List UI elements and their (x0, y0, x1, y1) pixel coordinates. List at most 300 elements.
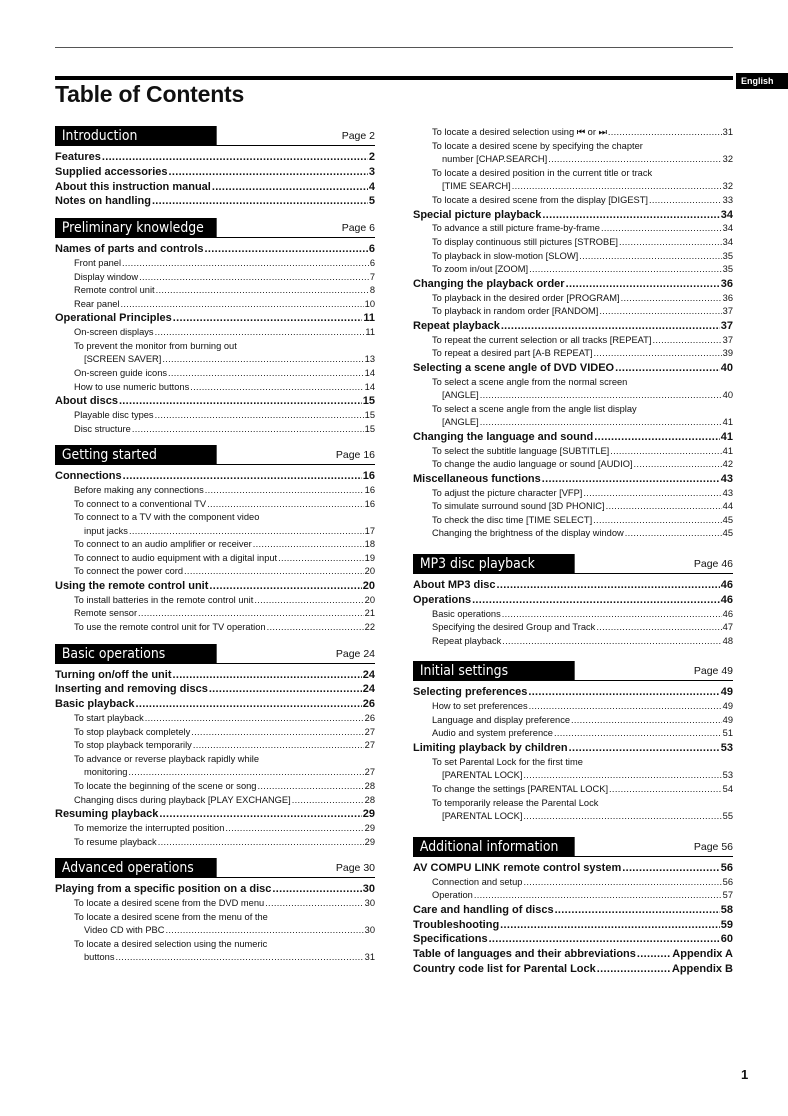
toc-heading-entry[interactable] (55, 882, 375, 897)
toc-subentry[interactable] (413, 783, 733, 797)
toc-entry-text: Notes on handling (55, 195, 151, 208)
toc-entry-text: Care and handling of discs (413, 903, 554, 916)
dot-leader (512, 180, 722, 194)
toc-subentry[interactable] (55, 423, 375, 437)
toc-page-ref: 32 (722, 181, 733, 192)
toc-entry-text: To stop playback completely (74, 726, 191, 737)
toc-entry-text: To advance or reverse playback rapidly while (74, 753, 259, 764)
toc-section (55, 445, 375, 635)
toc-subentry[interactable] (55, 739, 375, 753)
toc-page-ref: 13 (364, 354, 375, 365)
toc-page-ref: 56 (720, 861, 733, 874)
toc-entry-text: To locate a desired scene from the menu of the (74, 911, 268, 922)
toc-entry-text: [TIME SEARCH] (442, 181, 511, 192)
dot-leader (168, 367, 364, 381)
toc-heading-entry[interactable] (55, 165, 375, 180)
toc-page-ref: 48 (722, 635, 733, 646)
toc-subentry[interactable] (413, 714, 733, 728)
toc-right-column (413, 126, 733, 977)
toc-entry-text: Supplied accessories (55, 165, 168, 178)
toc-entry-text: Connection and setup (432, 876, 523, 887)
toc-page-ref: 43 (722, 487, 733, 498)
dot-leader (169, 165, 368, 180)
dot-leader (599, 305, 721, 319)
toc-entry-text: To set Parental Lock for the first time (432, 756, 583, 767)
toc-entry-text: To connect to audio equipment with a digital input (74, 552, 278, 563)
toc-heading-entry[interactable] (55, 682, 375, 697)
toc-entry-text: Operations (413, 593, 472, 606)
dot-leader (579, 250, 721, 264)
dot-leader (652, 334, 721, 348)
toc-page-ref: 40 (722, 390, 733, 401)
toc-entry-text: To connect to a conventional TV (74, 498, 207, 509)
toc-page-ref: 14 (364, 367, 375, 378)
toc-page-ref: 3 (368, 165, 375, 178)
toc-subentry[interactable] (413, 334, 733, 348)
section-header (55, 858, 375, 878)
toc-subentry[interactable] (55, 753, 375, 767)
toc-page-ref: 47 (722, 622, 733, 633)
dot-leader (120, 298, 363, 312)
section-title: Preliminary knowledge (55, 218, 217, 238)
toc-entry-text: Disc structure (74, 423, 131, 434)
toc-entry-text: Repeat playback (432, 635, 502, 646)
toc-entry-text: To change the settings [PARENTAL LOCK] (432, 783, 609, 794)
toc-entry-text: Names of parts and controls (55, 243, 204, 256)
toc-heading-entry[interactable] (55, 697, 375, 712)
section-title: Basic operations (55, 644, 217, 664)
toc-entry-text: [ANGLE] (442, 390, 479, 401)
dot-leader (529, 700, 722, 714)
toc-page-ref: 54 (722, 783, 733, 794)
toc-page-ref: 32 (722, 154, 733, 165)
toc-subentry[interactable] (413, 236, 733, 250)
dot-leader (601, 222, 722, 236)
toc-page-ref: 39 (722, 348, 733, 359)
dot-leader (649, 194, 722, 208)
toc-entry-text: Video CD with PBC (84, 925, 165, 936)
toc-entry-text: input jacks (84, 525, 128, 536)
toc-subentry[interactable] (413, 487, 733, 501)
toc-subentry[interactable] (413, 608, 733, 622)
toc-heading-entry[interactable] (55, 807, 375, 822)
toc-entry-text: To temporarily release the Parental Lock (432, 797, 599, 808)
toc-subentry[interactable] (413, 167, 733, 181)
toc-heading-entry[interactable] (55, 150, 375, 165)
toc-subentry[interactable] (413, 514, 733, 528)
dot-leader (529, 263, 722, 277)
toc-page-ref: Appendix B (671, 962, 733, 975)
toc-entry-text: On-screen guide icons (74, 367, 168, 378)
toc-page-ref: 53 (722, 770, 733, 781)
toc-entry-text: Table of languages and their abbreviations (413, 948, 636, 961)
toc-entry-text: [PARENTAL LOCK] (442, 811, 523, 822)
toc-subentry[interactable] (413, 727, 733, 741)
toc-subentry[interactable] (413, 403, 733, 417)
section-header (55, 218, 375, 238)
toc-subentry[interactable] (413, 500, 733, 514)
toc-subentry[interactable] (55, 538, 375, 552)
dot-leader (123, 469, 362, 484)
toc-heading-entry[interactable] (413, 208, 733, 223)
toc-entry-text: To repeat a desired part [A-B REPEAT] (432, 348, 593, 359)
toc-subentry[interactable] (55, 340, 375, 354)
toc-heading-entry[interactable] (55, 579, 375, 594)
toc-subentry[interactable] (413, 389, 733, 403)
toc-subentry[interactable] (55, 298, 375, 312)
toc-subentry[interactable] (55, 607, 375, 621)
toc-subentry[interactable] (55, 712, 375, 726)
toc-entry-text: To adjust the picture character [VFP] (432, 487, 583, 498)
dot-leader (569, 741, 720, 756)
toc-page-ref: 49 (720, 686, 733, 699)
toc-entry-text: To install batteries in the remote control unit (74, 594, 254, 605)
toc-page-ref: 26 (362, 698, 375, 711)
toc-subentry[interactable] (413, 458, 733, 472)
section-page-ref: Page 56 (693, 840, 733, 853)
toc-subentry[interactable] (413, 810, 733, 824)
toc-subentry[interactable] (413, 263, 733, 277)
toc-entry-text: Country code list for Parental Lock (413, 962, 596, 975)
dot-leader (159, 807, 361, 822)
dot-leader (480, 389, 722, 403)
dot-leader (225, 822, 363, 836)
toc-subentry[interactable] (413, 876, 733, 890)
toc-subentry[interactable] (413, 635, 733, 649)
toc-entry-text: [ANGLE] (442, 417, 479, 428)
toc-subentry[interactable] (55, 257, 375, 271)
toc-entry-text: Remote sensor (74, 608, 138, 619)
toc-entry-text: Language and display preference (432, 714, 571, 725)
toc-page-ref: 16 (364, 498, 375, 509)
toc-entry-text: Rear panel (74, 298, 120, 309)
toc-entry-text: To select a scene angle from the normal screen (432, 376, 628, 387)
dot-leader (272, 882, 361, 897)
toc-section (55, 858, 375, 965)
toc-entry-text: Basic playback (55, 698, 135, 711)
dot-leader (566, 277, 720, 292)
dot-leader (139, 271, 369, 285)
dot-leader (253, 538, 364, 552)
language-badge: English (736, 73, 788, 89)
toc-subentry[interactable] (55, 924, 375, 938)
toc-subentry[interactable] (413, 700, 733, 714)
toc-subentry[interactable] (55, 484, 375, 498)
toc-left-column (55, 126, 375, 965)
toc-page-ref: 15 (364, 423, 375, 434)
toc-subentry[interactable] (55, 381, 375, 395)
dot-leader (548, 153, 721, 167)
dot-leader (593, 514, 721, 528)
dot-leader (165, 924, 363, 938)
dot-leader (122, 257, 369, 271)
dot-leader (502, 608, 722, 622)
toc-page-ref: 21 (364, 608, 375, 619)
toc-page-ref: 60 (720, 933, 733, 946)
toc-heading-entry[interactable] (55, 469, 375, 484)
toc-subentry[interactable] (413, 769, 733, 783)
toc-subentry[interactable] (413, 889, 733, 903)
toc-heading-entry[interactable] (413, 947, 733, 962)
dot-leader (172, 668, 361, 683)
section-header (413, 837, 733, 857)
toc-page-ref: 24 (362, 668, 375, 681)
toc-heading-entry[interactable] (55, 394, 375, 409)
toc-subentry[interactable] (55, 284, 375, 298)
toc-heading-entry[interactable] (413, 277, 733, 292)
toc-subentry[interactable] (55, 271, 375, 285)
toc-subentry[interactable] (55, 565, 375, 579)
toc-heading-entry[interactable] (413, 861, 733, 876)
toc-entry-text: Miscellaneous functions (413, 472, 541, 485)
toc-entry-text: Changing the brightness of the display window (432, 528, 624, 539)
toc-page-ref: 59 (720, 918, 733, 931)
dot-leader (625, 527, 722, 541)
toc-subentry[interactable] (413, 180, 733, 194)
toc-page-ref: 42 (722, 459, 733, 470)
toc-subentry[interactable] (55, 353, 375, 367)
toc-page-ref: 49 (722, 714, 733, 725)
toc-entry-text: To playback in slow-motion [SLOW] (432, 250, 579, 261)
toc-page-ref: 31 (722, 127, 733, 137)
toc-entry-text: number [CHAP.SEARCH] (442, 154, 548, 165)
toc-subentry[interactable] (413, 376, 733, 390)
toc-subentry[interactable] (55, 822, 375, 836)
toc-subentry[interactable] (413, 305, 733, 319)
toc-subentry[interactable] (55, 951, 375, 965)
toc-heading-entry[interactable] (413, 430, 733, 445)
toc-entry-text: Resuming playback (55, 808, 159, 821)
toc-heading-entry[interactable] (413, 472, 733, 487)
toc-subentry[interactable] (413, 445, 733, 459)
toc-page-ref: 34 (720, 208, 733, 221)
toc-subentry[interactable] (55, 766, 375, 780)
toc-entry-text: Changing the playback order (413, 277, 565, 290)
toc-subentry[interactable] (413, 292, 733, 306)
section-title: MP3 disc playback (413, 554, 575, 574)
toc-subentry[interactable] (55, 780, 375, 794)
toc-section (413, 837, 733, 977)
toc-page-ref: 34 (722, 236, 733, 247)
dot-leader (594, 430, 719, 445)
toc-heading-entry[interactable] (413, 932, 733, 947)
toc-subentry[interactable] (55, 726, 375, 740)
toc-subentry[interactable] (413, 621, 733, 635)
dot-leader (610, 445, 721, 459)
toc-subentry[interactable] (413, 347, 733, 361)
dot-leader (474, 889, 722, 903)
toc-page-ref: 19 (364, 552, 375, 563)
toc-page-ref: 7 (369, 271, 375, 282)
toc-heading-entry[interactable] (413, 685, 733, 700)
dot-leader (184, 565, 364, 579)
toc-entry-text: Playing from a specific position on a disc (55, 883, 272, 896)
toc-subentry[interactable] (413, 416, 733, 430)
toc-subentry[interactable] (413, 140, 733, 154)
toc-subentry[interactable] (55, 911, 375, 925)
dot-leader (597, 962, 671, 977)
toc-heading-entry[interactable] (55, 194, 375, 209)
toc-subentry[interactable] (55, 326, 375, 340)
toc-subentry[interactable] (55, 525, 375, 539)
toc-entry-text: To locate a desired position in the current title or track (432, 167, 653, 178)
toc-heading-entry[interactable] (55, 668, 375, 683)
section-header (55, 445, 375, 465)
toc-subentry[interactable] (55, 794, 375, 808)
toc-subentry[interactable] (413, 194, 733, 208)
toc-page-ref: 28 (364, 781, 375, 791)
toc-entry-text: To select a scene angle from the angle list display (432, 403, 637, 414)
toc-heading-entry[interactable] (413, 903, 733, 918)
toc-entry-text: Specifications (413, 933, 488, 946)
toc-page-ref: 27 (364, 726, 375, 737)
toc-page-ref: 2 (368, 151, 375, 163)
toc-heading-entry[interactable] (413, 361, 733, 376)
toc-page-ref: 51 (722, 728, 733, 739)
toc-page-ref: 41 (722, 445, 733, 456)
toc-heading-entry[interactable] (413, 918, 733, 933)
toc-entry-text: To repeat the current selection or all tracks [REPEAT] (432, 334, 652, 345)
toc-subentry[interactable] (413, 250, 733, 264)
toc-page-ref: 44 (722, 501, 733, 512)
dot-leader (542, 208, 719, 223)
toc-subentry[interactable] (55, 938, 375, 952)
toc-subentry[interactable] (55, 552, 375, 566)
toc-entry-text: How to set preferences (432, 701, 528, 712)
toc-subentry[interactable] (413, 527, 733, 541)
toc-subentry[interactable] (55, 367, 375, 381)
section-title: Advanced operations (55, 858, 217, 878)
toc-heading-entry[interactable] (55, 311, 375, 326)
toc-entry-text: About discs (55, 395, 118, 408)
title-rule (55, 76, 733, 80)
toc-entry-text: Features (55, 151, 101, 163)
toc-subentry[interactable] (55, 621, 375, 635)
dot-leader (267, 621, 364, 635)
section-header (55, 126, 375, 146)
toc-page-ref: 15 (362, 395, 375, 408)
toc-heading-entry[interactable] (55, 180, 375, 195)
toc-page-ref: 33 (722, 194, 733, 205)
toc-page-ref: 41 (722, 417, 733, 428)
toc-page-ref: 24 (362, 683, 375, 696)
toc-subentry[interactable] (55, 498, 375, 512)
toc-entry-text: About this instruction manual (55, 180, 211, 193)
toc-subentry[interactable] (55, 409, 375, 423)
toc-entry-text: To change the audio language or sound [AUDIO] (432, 459, 633, 470)
toc-subentry[interactable] (55, 897, 375, 911)
dot-leader (489, 932, 720, 947)
dot-leader (480, 416, 722, 430)
toc-subentry[interactable] (413, 153, 733, 167)
toc-page-ref: 10 (364, 298, 375, 309)
section-page-ref: Page 6 (341, 222, 375, 235)
toc-heading-entry[interactable] (55, 242, 375, 257)
toc-subentry[interactable] (55, 511, 375, 525)
toc-entry-text: To connect to an audio amplifier or receiver (74, 539, 252, 550)
dot-leader (190, 381, 363, 395)
toc-entry-text: [PARENTAL LOCK] (442, 770, 523, 781)
toc-subentry[interactable] (55, 594, 375, 608)
toc-heading-entry[interactable] (413, 578, 733, 593)
toc-subentry[interactable] (413, 222, 733, 236)
toc-heading-entry[interactable] (413, 962, 733, 977)
toc-page-ref: 57 (722, 890, 733, 901)
dot-leader (156, 284, 369, 298)
dot-leader (158, 836, 364, 850)
dot-leader (621, 292, 722, 306)
toc-page-ref: 36 (722, 292, 733, 303)
toc-entry-text: To locate a desired selection using ⏮ or ⏭ (432, 127, 607, 137)
toc-subentry[interactable] (55, 836, 375, 850)
section-title: Initial settings (413, 661, 575, 681)
dot-leader (615, 361, 720, 376)
dot-leader (542, 472, 720, 487)
toc-section (413, 661, 733, 823)
toc-page-ref: 6 (368, 243, 375, 256)
toc-page-ref: 45 (722, 528, 733, 539)
toc-page-ref: 46 (722, 608, 733, 619)
toc-page-ref: 5 (368, 195, 375, 208)
section-title: Getting started (55, 445, 217, 465)
toc-page-ref: 35 (722, 250, 733, 261)
toc-page-ref: 20 (364, 594, 375, 605)
toc-entry-text: To start playback (74, 713, 144, 724)
dot-leader (634, 458, 722, 472)
toc-subentry[interactable] (413, 797, 733, 811)
toc-section (55, 126, 375, 209)
dot-leader (173, 311, 363, 326)
toc-heading-entry[interactable] (413, 741, 733, 756)
toc-entry-text: Selecting preferences (413, 686, 528, 699)
toc-entry-text: To prevent the monitor from burning out (74, 340, 237, 351)
toc-section (55, 218, 375, 436)
toc-page-ref: 27 (364, 740, 375, 751)
toc-entry-text: To simulate surround sound [3D PHONIC] (432, 501, 605, 512)
toc-page-ref: 14 (364, 381, 375, 392)
toc-page-ref: 20 (364, 566, 375, 577)
dot-leader (257, 780, 363, 794)
dot-leader (583, 487, 721, 501)
toc-subentry[interactable] (413, 756, 733, 770)
toc-entry-text: Audio and system preference (432, 728, 553, 739)
toc-page-ref: 49 (722, 701, 733, 712)
toc-entry-text: How to use numeric buttons (74, 381, 190, 392)
dot-leader (145, 712, 364, 726)
toc-entry-text: To display continuous still pictures [STROBE] (432, 236, 619, 247)
dot-leader (594, 347, 722, 361)
toc-entry-text: To check the disc time [TIME SELECT] (432, 514, 593, 525)
dot-leader (502, 635, 721, 649)
toc-page-ref: 29 (362, 808, 375, 821)
section-header (55, 644, 375, 664)
toc-entry-text: To locate a desired scene from the DVD menu (74, 897, 265, 908)
toc-entry-text: Inserting and removing discs (55, 683, 208, 696)
dot-leader (619, 236, 722, 250)
toc-subentry[interactable] (413, 126, 733, 140)
toc-page-ref: 22 (364, 622, 375, 633)
toc-entry-text: Turning on/off the unit (55, 668, 172, 681)
toc-heading-entry[interactable] (413, 319, 733, 334)
toc-entry-text: To stop playback temporarily (74, 740, 192, 751)
toc-page-ref: 17 (364, 525, 375, 536)
dot-leader (205, 484, 364, 498)
top-rule (55, 47, 733, 48)
dot-leader (129, 525, 364, 539)
toc-heading-entry[interactable] (413, 593, 733, 608)
toc-page-ref: 29 (364, 836, 375, 847)
page-title: Table of Contents (55, 81, 245, 107)
